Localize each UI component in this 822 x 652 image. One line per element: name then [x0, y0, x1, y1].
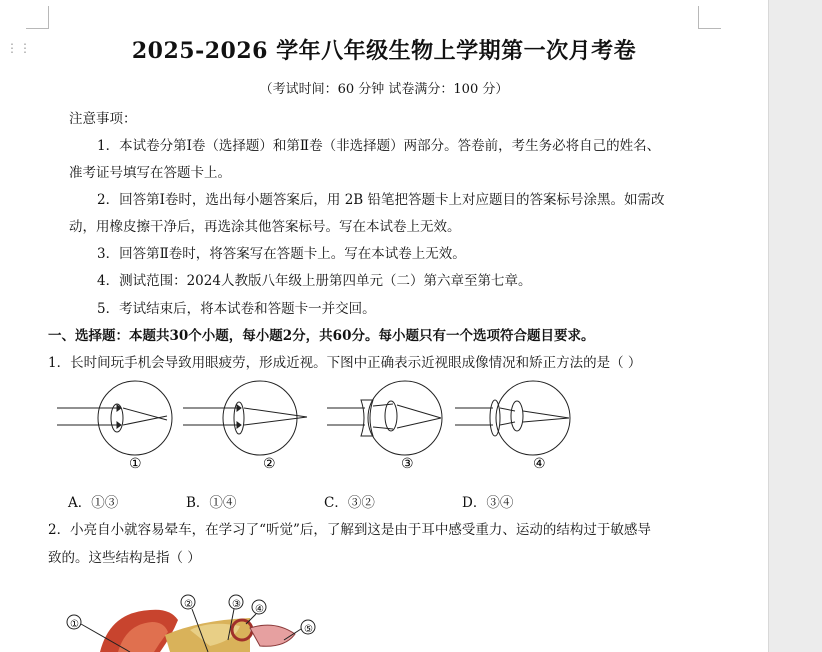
choice-b: B．①④ [186, 495, 237, 511]
figure-label: ③ [401, 456, 414, 472]
notice-line: 1．本试卷分第Ⅰ卷（选择题）和第Ⅱ卷（非选择题）两部分。答卷前，考生务必将自己的姓名、 [97, 138, 661, 154]
notice-line: 2．回答第Ⅰ卷时，选出每小题答案后，用 2B 铅笔把答题卡上对应题目的答案标号涂黑。如需改 [97, 192, 665, 208]
eye-diagram-4 [455, 381, 570, 455]
notice-heading: 注意事项： [69, 111, 137, 127]
ear-diagram-figure [60, 590, 330, 652]
choice-d: D．③④ [462, 495, 514, 511]
figure-label: ④ [255, 604, 264, 615]
section-heading: 一、选择题：本题共30个小题，每小题2分，共60分。每小题只有一个选项符合题目要求。 [48, 328, 595, 344]
notice-line: 5．考试结束后，将本试卷和答题卡一并交回。 [97, 301, 376, 317]
choice-c: C．③② [324, 495, 375, 511]
figure-label: ⑤ [304, 624, 313, 635]
figure-label: ② [184, 599, 193, 610]
page-corner-marker [698, 6, 721, 29]
question-1-stem: 1．长时间玩手机会导致用眼疲劳，形成近视。下图中正确表示近视眼成像情况和矫正方法的是（ ） [48, 355, 642, 371]
drag-handle-icon[interactable]: ⋮⋮ [6, 41, 32, 55]
figure-label: ② [263, 456, 276, 472]
question-2-stem: 致的。这些结构是指（ ） [48, 550, 201, 566]
notice-line: 准考证号填写在答题卡上。 [69, 165, 231, 181]
figure-label: ④ [533, 456, 546, 472]
exam-info: （考试时间：60 分钟 试卷满分：100 分） [259, 82, 509, 97]
figure-label: ① [70, 619, 79, 630]
notice-line: 3．回答第Ⅱ卷时，将答案写在答题卡上。写在本试卷上无效。 [97, 246, 466, 262]
document-title: 2025-2026 学年八年级生物上学期第一次月考卷 [131, 38, 637, 64]
question-1-choices [0, 491, 768, 511]
eye-diagram-2 [183, 381, 307, 455]
eye-diagram-3 [327, 381, 442, 455]
figure-label: ③ [232, 599, 241, 610]
choice-a: A．①③ [68, 495, 119, 511]
eye-diagram-1 [57, 381, 172, 455]
page-corner-marker [26, 6, 49, 29]
figure-label: ① [129, 456, 142, 472]
notice-line: 动，用橡皮擦干净后，再选涂其他答案标号。写在本试卷上无效。 [69, 219, 461, 235]
eye-diagram-figure [55, 380, 575, 475]
workspace-background [768, 0, 822, 652]
question-2-stem: 2．小亮自小就容易晕车，在学习了“听觉”后，了解到这是由于耳中感受重力、运动的结构过于敏感导 [48, 522, 651, 538]
notice-line: 4．测试范围：2024人教版八年级上册第四单元（二）第六章至第七章。 [97, 273, 532, 289]
